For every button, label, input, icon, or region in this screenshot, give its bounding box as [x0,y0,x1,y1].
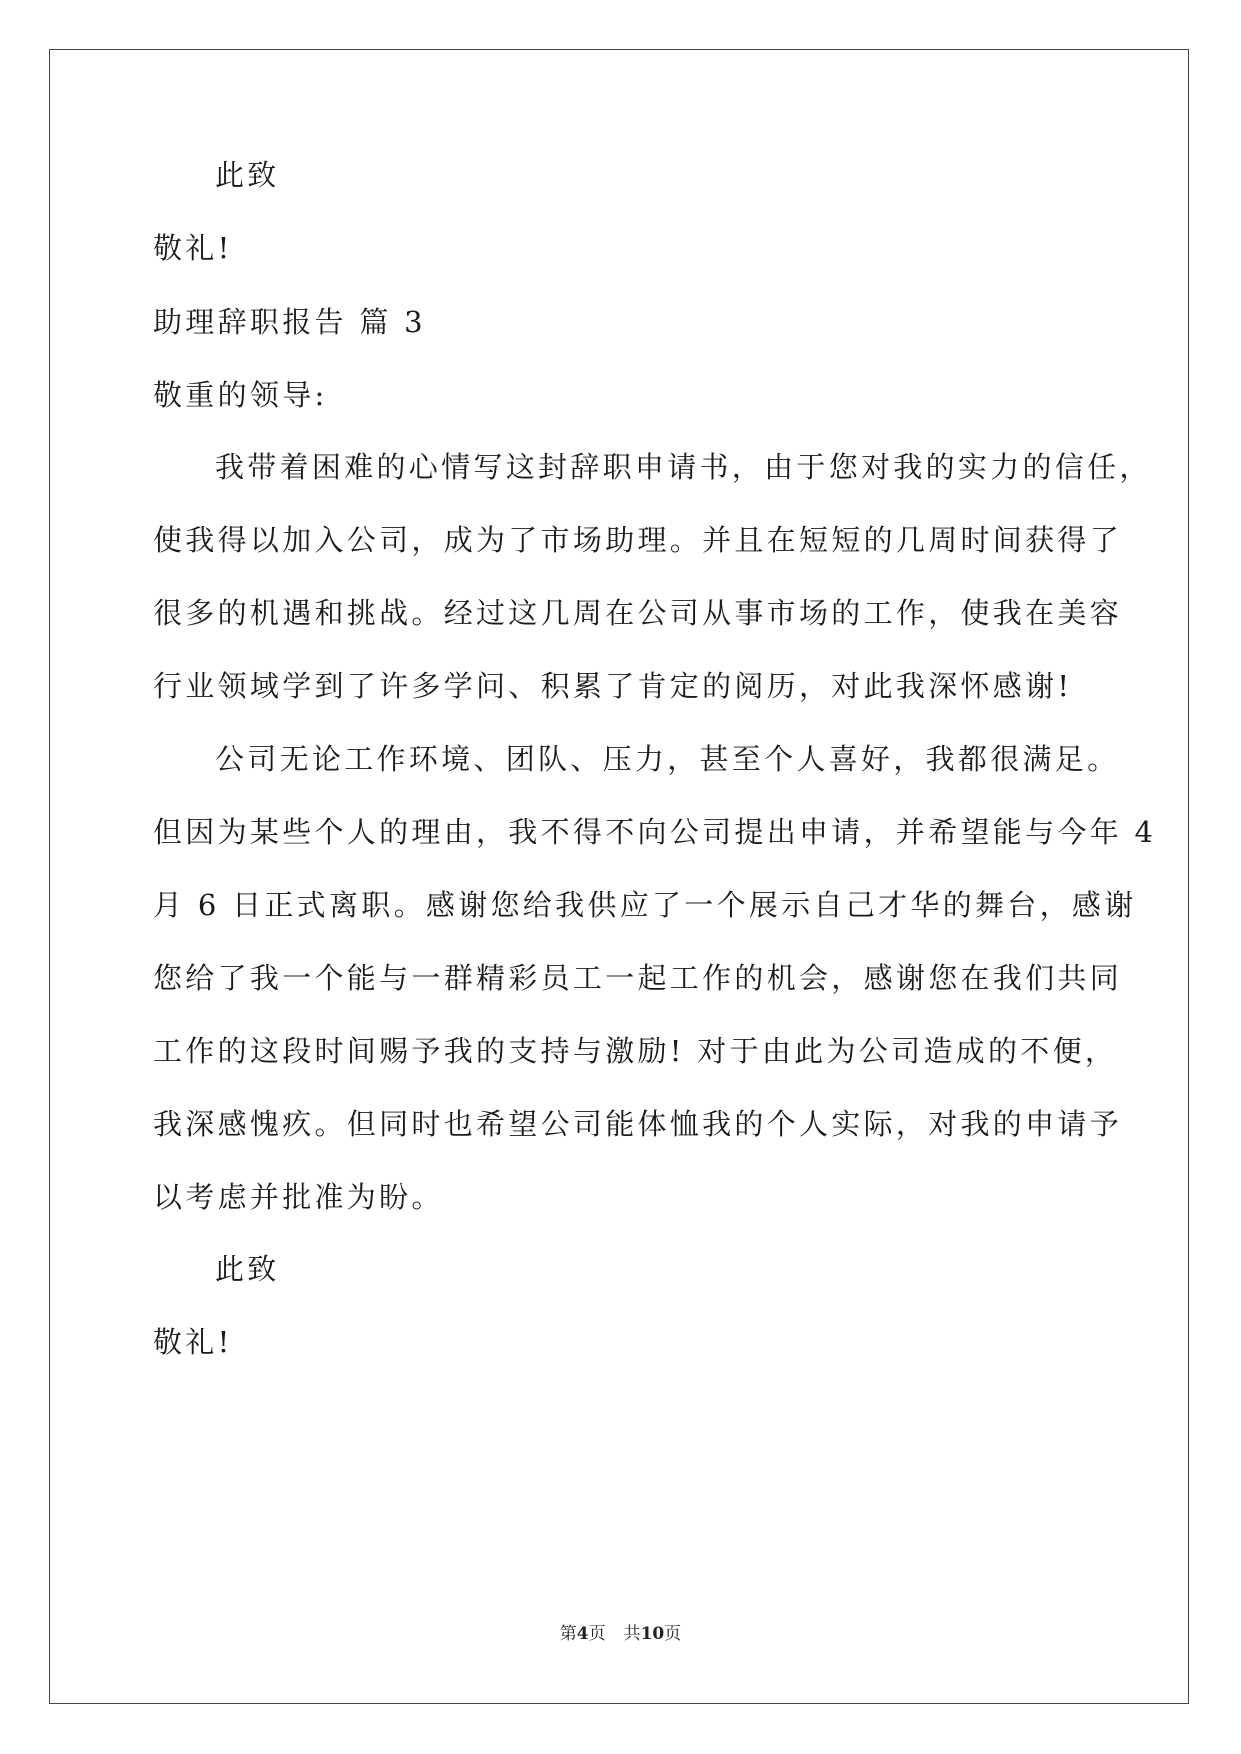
total-pages: 10 [640,1624,665,1644]
paragraph-2-line: 工作的这段时间赐予我的支持与激励! 对于由此为公司造成的不便， [153,1034,1118,1068]
page-label-prefix: 第 [559,1624,577,1644]
paragraph-2-line: 我深感愧疚。但同时也希望公司能体恤我的个人实际，对我的申请予 [153,1107,1123,1141]
page-number: 4 [576,1624,589,1644]
page-border [49,49,1189,1704]
closing-line: 此致 [215,1252,280,1286]
paragraph-1-line: 很多的机遇和挑战。经过这几周在公司从事市场的工作，使我在美容 [153,596,1123,630]
paragraph-2-line: 您给了我一个能与一群精彩员工一起工作的机会，感谢您在我们共同 [153,961,1123,995]
paragraph-2-line: 公司无论工作环境、团队、压力，甚至个人喜好，我都很满足。 [215,742,1120,776]
total-label-prefix: 共 [623,1624,641,1644]
paragraph-1-line: 行业领域学到了许多学问、积累了肯定的阅历，对此我深怀感谢! [153,669,1073,703]
page-footer [0,1622,1241,1646]
paragraph-2-line: 月 6 日正式离职。感谢您给我供应了一个展示自己才华的舞台，感谢 [153,888,1137,922]
total-label-suffix: 页 [664,1624,682,1644]
paragraph-2-line: 以考虑并批准为盼。 [153,1180,444,1214]
paragraph-1-line: 我带着困难的心情写这封辞职申请书，由于您对我的实力的信任， [215,450,1152,484]
page-label-suffix: 页 [588,1624,606,1644]
greeting-line: 敬重的领导: [153,378,328,412]
closing-line: 此致 [215,158,280,192]
salutation-end-line: 敬礼! [153,231,233,265]
paragraph-1-line: 使我得以加入公司，成为了市场助理。并且在短短的几周时间获得了 [153,523,1123,557]
section-title: 助理辞职报告 篇 3 [153,305,426,339]
salutation-end-line: 敬礼! [153,1325,233,1359]
paragraph-2-line: 但因为某些个人的理由，我不得不向公司提出申请，并希望能与今年 4 [153,815,1157,849]
